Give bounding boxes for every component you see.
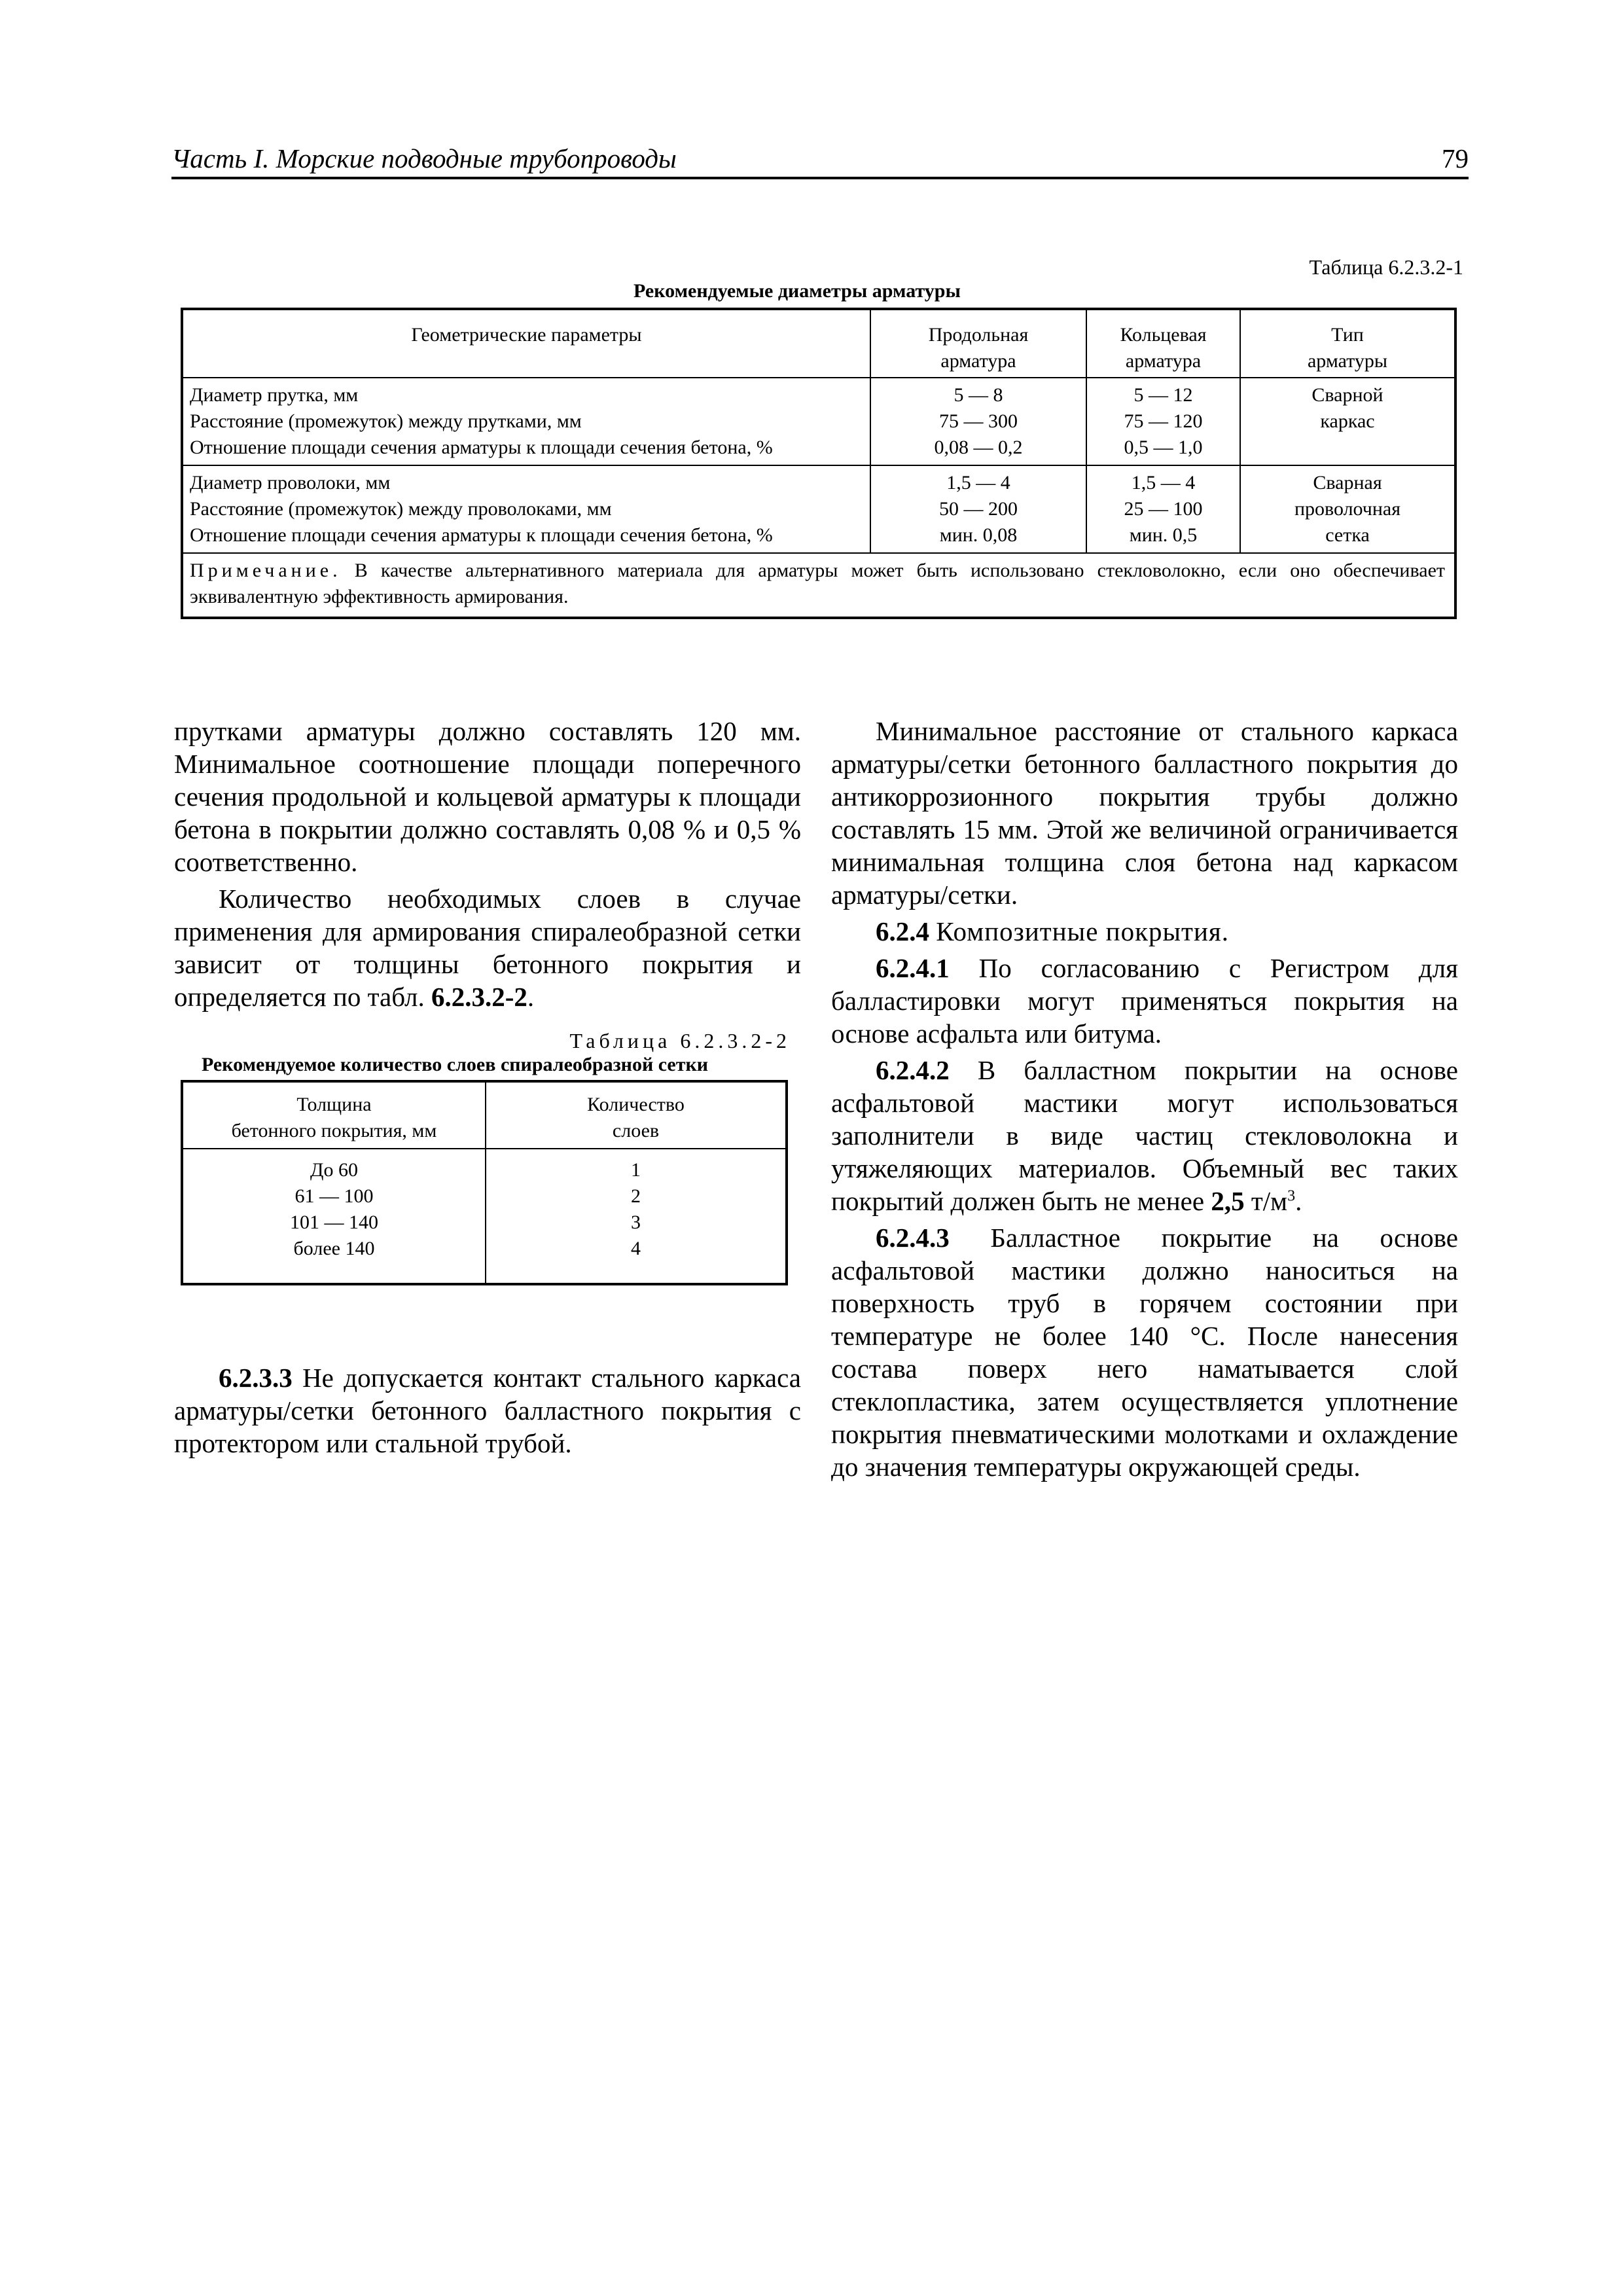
table1-row-wires [183,465,1454,553]
table1-longitudinal-rods: 5 — 8 75 — 300 0,08 — 0,2 [870,378,1086,465]
table2-data-row [183,1149,785,1283]
section-6-2-4-heading: 6.2.4 Композитные покрытия. [876,916,1230,946]
table1-note [183,553,1454,617]
left-paragraph-2: Количество необходимых слоев в случае применения для армирования спиралеобразной сетки зависит от толщины бетонного покрытия и определяется по табл. 6.2.3.2-2. [174,884,801,1012]
header-rule [171,177,1469,179]
table1-header-longitudinal: Продольная арматура [870,310,1086,378]
right-paragraph-1: Минимальное расстояние от стального каркаса арматуры/сетки бетонного балластного покрытия до антикоррозионного покрытия трубы должно составлять 15 мм. Этой же величиной ограничивается минимальная толщина слоя бетона над каркасом арматуры/сетки. [831,716,1458,910]
table1-type-rods: Сварной каркас [1240,378,1454,465]
table2-caption: Таблица 6.2.3.2-2 [569,1029,791,1052]
table1-note-row [183,553,1454,617]
table1-row-rods [183,378,1454,465]
left-paragraph-1: прутками арматуры должно составлять 120 мм. Минимальное соотношение площади поперечного сечения продольной и кольцевой арматуры к площади бетона в покрытии должно составлять 0,08 % и 0,5 % соответственно. [174,716,801,877]
section-6-2-4-1: 6.2.4.1 По согласованию с Регистром для балластировки могут применяться покрытия на основе асфальта или битума. [831,953,1458,1049]
page-number: 79 [1442,143,1469,173]
table1-header-type: Тип арматуры [1240,310,1454,378]
table1-params-wires: Диаметр проволоки, мм Расстояние (промежуток) между проволоками, мм Отношение площади сечения арматуры к площади сечения бетона, % [183,465,870,553]
table1-params-rods: Диаметр прутка, мм Расстояние (промежуток) между прутками, мм Отношение площади сечения арматуры к площади сечения бетона, % [183,378,870,465]
table1 [181,308,1457,619]
table1-type-wires: Сварная проволочная сетка [1240,465,1454,553]
table2-header-layers: Количество слоев [486,1083,785,1149]
left-column [174,715,801,1013]
table1-title: Рекомендуемые диаметры арматуры [633,280,961,302]
section-6-2-4-3: 6.2.4.3 Балластное покрытие на основе асфальтовой мастики должно наноситься на поверхность труб в горячем состоянии при температуре не более 140 °С. После нанесения состава поверх него наматывается слой стеклопластика, затем осуществляется уплотнение покрытия пневматическими молотками и охлаждение до значения температуры окружающей среды. [831,1223,1458,1482]
right-column [831,715,1458,1483]
table1-ring-wires: 1,5 — 4 25 — 100 мин. 0,5 [1086,465,1240,553]
table1-caption: Таблица 6.2.3.2-1 [1309,255,1463,279]
left-column-bottom [174,1361,801,1460]
section-6-2-4-2: 6.2.4.2 В балластном покрытии на основе асфальтовой мастики могут использоваться заполнители в виде частиц стекловолокна и утяжеляющих материалов. Объемный вес таких покрытий должен быть не менее 2,5 $т/м^3$. [831,1055,1458,1216]
table2-header-thickness: Толщина бетонного покрытия, мм [183,1083,486,1149]
table1-ring-rods: 5 — 12 75 — 120 0,5 — 1,0 [1086,378,1240,465]
table2-layer-values: 1 2 3 4 [486,1149,785,1283]
table1-note-text: В качестве альтернативного материала для арматуры может быть использовано стекловолокно, если оно обеспечивает эквивалентную эффективность армирования. [190,560,1445,607]
section-6-2-3-3: 6.2.3.3 Не допускается контакт стального каркаса арматуры/сетки бетонного балластного покрытия с протектором или стальной трубой. [174,1363,802,1458]
table1-header-row [183,310,1454,378]
table1-header-params: Геометрические параметры [183,310,870,378]
table1-longitudinal-wires: 1,5 — 4 50 — 200 мин. 0,08 [870,465,1086,553]
running-header-title: Часть I. Морские подводные трубопроводы [171,143,677,173]
table1-note-label: Примечание. [190,560,342,581]
table2-thickness-values: До 60 61 — 100 101 — 140 более 140 [183,1149,486,1283]
table2 [181,1080,788,1285]
table1-header-ring: Кольцевая арматура [1086,310,1240,378]
table2-header-row [183,1083,785,1149]
table2-title: Рекомендуемое количество слоев спиралеобразной сетки [202,1054,709,1075]
